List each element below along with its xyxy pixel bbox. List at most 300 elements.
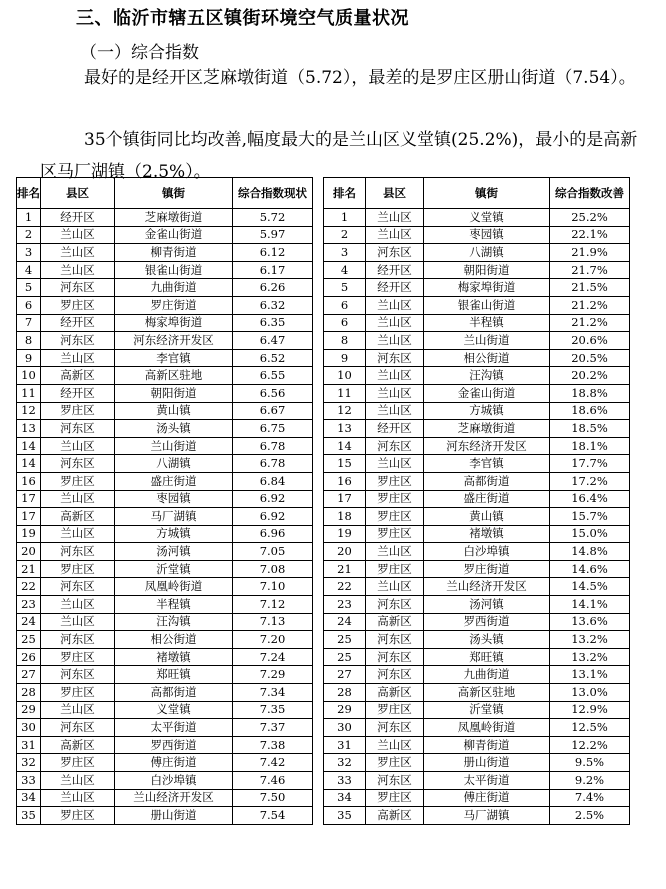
value-cell: 13.6% — [550, 613, 630, 631]
value-cell: 6.47 — [233, 332, 313, 350]
town-cell: 方城镇 — [115, 525, 233, 543]
rank-cell: 8 — [324, 332, 366, 350]
header-town: 镇街 — [424, 178, 550, 209]
table-row — [324, 701, 630, 719]
rank-cell: 20 — [17, 543, 41, 561]
town-cell: 汤河镇 — [424, 596, 550, 614]
table-row — [17, 420, 313, 438]
value-cell: 12.2% — [550, 736, 630, 754]
rank-cell: 22 — [17, 578, 41, 596]
table-row — [324, 525, 630, 543]
value-cell: 18.6% — [550, 402, 630, 420]
county-cell: 罗庄区 — [41, 648, 115, 666]
county-cell: 罗庄区 — [366, 525, 424, 543]
table-row — [17, 736, 313, 754]
value-cell: 22.1% — [550, 226, 630, 244]
value-cell: 14.8% — [550, 543, 630, 561]
county-cell: 高新区 — [41, 367, 115, 385]
table-row — [324, 384, 630, 402]
town-cell: 白沙埠镇 — [424, 543, 550, 561]
table-row — [17, 314, 313, 332]
table-row — [324, 261, 630, 279]
value-cell: 15.7% — [550, 508, 630, 526]
section-heading: 三、临沂市辖五区镇街环境空气质量状况 — [76, 8, 409, 29]
rank-cell: 3 — [17, 244, 41, 262]
value-cell: 14.5% — [550, 578, 630, 596]
value-cell: 9.2% — [550, 772, 630, 790]
rank-cell: 27 — [17, 666, 41, 684]
rank-cell: 33 — [17, 772, 41, 790]
county-cell: 河东区 — [366, 631, 424, 649]
table-row — [17, 279, 313, 297]
table-row — [324, 296, 630, 314]
value-cell: 13.0% — [550, 684, 630, 702]
table-header-row — [324, 178, 630, 209]
town-cell: 李官镇 — [424, 455, 550, 473]
table-row — [17, 648, 313, 666]
county-cell: 兰山区 — [41, 772, 115, 790]
town-cell: 凤凰岭街道 — [424, 719, 550, 737]
rank-cell: 32 — [324, 754, 366, 772]
table-row — [324, 631, 630, 649]
header-town: 镇街 — [115, 178, 233, 209]
rank-cell: 28 — [17, 684, 41, 702]
county-cell: 兰山区 — [366, 209, 424, 227]
value-cell: 13.2% — [550, 631, 630, 649]
town-cell: 义堂镇 — [115, 701, 233, 719]
town-cell: 半程镇 — [115, 596, 233, 614]
county-cell: 罗庄区 — [41, 684, 115, 702]
value-cell: 6.52 — [233, 349, 313, 367]
town-cell: 柳青街道 — [115, 244, 233, 262]
table-row — [324, 209, 630, 227]
table-row — [324, 508, 630, 526]
county-cell: 罗庄区 — [366, 560, 424, 578]
value-cell: 18.1% — [550, 437, 630, 455]
county-cell: 罗庄区 — [41, 754, 115, 772]
county-cell: 河东区 — [41, 543, 115, 561]
rank-cell: 31 — [17, 736, 41, 754]
rank-cell: 12 — [324, 402, 366, 420]
county-cell: 经开区 — [41, 209, 115, 227]
county-cell: 高新区 — [41, 736, 115, 754]
rank-cell: 4 — [324, 261, 366, 279]
town-cell: 朝阳街道 — [115, 384, 233, 402]
table-row — [324, 719, 630, 737]
town-cell: 九曲街道 — [424, 666, 550, 684]
town-cell: 兰山经济开发区 — [424, 578, 550, 596]
town-cell: 高都街道 — [424, 472, 550, 490]
town-cell: 梅家埠街道 — [115, 314, 233, 332]
rank-cell: 18 — [324, 508, 366, 526]
rank-cell: 1 — [17, 209, 41, 227]
table-row — [17, 226, 313, 244]
value-cell: 6.17 — [233, 261, 313, 279]
county-cell: 兰山区 — [366, 226, 424, 244]
table-row — [324, 472, 630, 490]
value-cell: 5.72 — [233, 209, 313, 227]
county-cell: 兰山区 — [41, 613, 115, 631]
tables-container — [16, 177, 648, 825]
table-row — [17, 684, 313, 702]
table-row — [17, 543, 313, 561]
town-cell: 汤头镇 — [115, 420, 233, 438]
value-cell: 21.2% — [550, 296, 630, 314]
rank-cell: 14 — [17, 437, 41, 455]
table-row — [17, 296, 313, 314]
county-cell: 兰山区 — [41, 261, 115, 279]
county-cell: 罗庄区 — [41, 402, 115, 420]
rank-cell: 6 — [324, 314, 366, 332]
value-cell: 6.67 — [233, 402, 313, 420]
table-row — [17, 596, 313, 614]
rank-cell: 29 — [324, 701, 366, 719]
town-cell: 兰山经济开发区 — [115, 789, 233, 807]
county-cell: 兰山区 — [366, 332, 424, 350]
county-cell: 兰山区 — [366, 736, 424, 754]
value-cell: 7.35 — [233, 701, 313, 719]
value-cell: 6.78 — [233, 437, 313, 455]
rank-cell: 23 — [324, 596, 366, 614]
town-cell: 兰山街道 — [424, 332, 550, 350]
town-cell: 八湖镇 — [424, 244, 550, 262]
value-cell: 6.75 — [233, 420, 313, 438]
table-header-row — [17, 178, 313, 209]
county-cell: 罗庄区 — [41, 560, 115, 578]
county-cell: 兰山区 — [366, 367, 424, 385]
value-cell: 21.7% — [550, 261, 630, 279]
county-cell: 兰山区 — [366, 402, 424, 420]
value-cell: 21.9% — [550, 244, 630, 262]
value-cell: 15.0% — [550, 525, 630, 543]
rank-cell: 3 — [324, 244, 366, 262]
summary-paragraph-best-worst: 最好的是经开区芝麻墩街道（5.72），最差的是罗庄区册山街道（7.54）。 — [84, 68, 636, 88]
town-cell: 兰山街道 — [115, 437, 233, 455]
value-cell: 9.5% — [550, 754, 630, 772]
rank-cell: 22 — [324, 578, 366, 596]
table-row — [17, 578, 313, 596]
county-cell: 河东区 — [41, 719, 115, 737]
town-cell: 凤凰岭街道 — [115, 578, 233, 596]
table-row — [17, 754, 313, 772]
value-cell: 13.1% — [550, 666, 630, 684]
value-cell: 17.2% — [550, 472, 630, 490]
rank-cell: 8 — [17, 332, 41, 350]
county-cell: 河东区 — [41, 666, 115, 684]
town-cell: 金雀山街道 — [115, 226, 233, 244]
town-cell: 银雀山街道 — [424, 296, 550, 314]
table-row — [17, 402, 313, 420]
value-cell: 6.84 — [233, 472, 313, 490]
county-cell: 河东区 — [41, 455, 115, 473]
rank-cell: 16 — [17, 472, 41, 490]
town-cell: 相公街道 — [424, 349, 550, 367]
rank-cell: 24 — [324, 613, 366, 631]
rank-cell: 6 — [324, 296, 366, 314]
town-cell: 盛庄街道 — [115, 472, 233, 490]
value-cell: 7.20 — [233, 631, 313, 649]
town-cell: 河东经济开发区 — [115, 332, 233, 350]
value-cell: 7.37 — [233, 719, 313, 737]
value-cell: 7.46 — [233, 772, 313, 790]
rank-cell: 14 — [324, 437, 366, 455]
county-cell: 罗庄区 — [366, 789, 424, 807]
table-row — [324, 596, 630, 614]
town-cell: 罗西街道 — [115, 736, 233, 754]
table-row — [324, 666, 630, 684]
table-row — [324, 543, 630, 561]
rank-cell: 32 — [17, 754, 41, 772]
rank-cell: 28 — [324, 684, 366, 702]
value-cell: 6.26 — [233, 279, 313, 297]
header-index-status: 综合指数现状 — [233, 178, 313, 209]
rank-cell: 21 — [17, 560, 41, 578]
rank-cell: 19 — [324, 525, 366, 543]
town-cell: 方城镇 — [424, 402, 550, 420]
value-cell: 20.6% — [550, 332, 630, 350]
table-row — [17, 455, 313, 473]
value-cell: 7.13 — [233, 613, 313, 631]
rank-cell: 27 — [324, 666, 366, 684]
county-cell: 兰山区 — [366, 314, 424, 332]
value-cell: 6.92 — [233, 508, 313, 526]
rank-cell: 13 — [17, 420, 41, 438]
town-cell: 傅庄街道 — [424, 789, 550, 807]
table-row — [17, 719, 313, 737]
town-cell: 李官镇 — [115, 349, 233, 367]
town-cell: 褚墩镇 — [115, 648, 233, 666]
county-cell: 兰山区 — [41, 437, 115, 455]
county-cell: 兰山区 — [366, 455, 424, 473]
town-cell: 册山街道 — [115, 807, 233, 825]
town-cell: 九曲街道 — [115, 279, 233, 297]
county-cell: 河东区 — [366, 596, 424, 614]
town-cell: 黄山镇 — [115, 402, 233, 420]
rank-cell: 10 — [17, 367, 41, 385]
county-cell: 罗庄区 — [366, 490, 424, 508]
rank-cell: 25 — [324, 631, 366, 649]
rank-cell: 2 — [17, 226, 41, 244]
header-county: 县区 — [41, 178, 115, 209]
value-cell: 6.96 — [233, 525, 313, 543]
county-cell: 经开区 — [366, 261, 424, 279]
rank-cell: 11 — [324, 384, 366, 402]
county-cell: 经开区 — [366, 420, 424, 438]
rank-cell: 17 — [324, 490, 366, 508]
town-cell: 汪沟镇 — [115, 613, 233, 631]
rank-cell: 1 — [324, 209, 366, 227]
county-cell: 罗庄区 — [366, 754, 424, 772]
town-cell: 高都街道 — [115, 684, 233, 702]
town-cell: 郑旺镇 — [115, 666, 233, 684]
rank-cell: 15 — [324, 455, 366, 473]
county-cell: 罗庄区 — [41, 296, 115, 314]
town-cell: 册山街道 — [424, 754, 550, 772]
subsection-heading: （一）综合指数 — [80, 43, 199, 63]
county-cell: 兰山区 — [366, 384, 424, 402]
county-cell: 兰山区 — [41, 244, 115, 262]
value-cell: 7.42 — [233, 754, 313, 772]
county-cell: 兰山区 — [41, 226, 115, 244]
county-cell: 高新区 — [366, 807, 424, 825]
table-row — [324, 437, 630, 455]
header-rank: 排名 — [324, 178, 366, 209]
county-cell: 河东区 — [366, 648, 424, 666]
value-cell: 7.4% — [550, 789, 630, 807]
town-cell: 芝麻墩街道 — [424, 420, 550, 438]
county-cell: 河东区 — [41, 332, 115, 350]
table-row — [17, 332, 313, 350]
value-cell: 20.2% — [550, 367, 630, 385]
rank-cell: 35 — [324, 807, 366, 825]
table-row — [324, 367, 630, 385]
table-row — [324, 420, 630, 438]
header-county: 县区 — [366, 178, 424, 209]
table-row — [324, 332, 630, 350]
table-row — [324, 490, 630, 508]
table-row — [324, 279, 630, 297]
table-row — [17, 384, 313, 402]
value-cell: 16.4% — [550, 490, 630, 508]
town-cell: 罗庄街道 — [424, 560, 550, 578]
rank-cell: 13 — [324, 420, 366, 438]
rank-cell: 29 — [17, 701, 41, 719]
table-row — [17, 349, 313, 367]
county-cell: 兰山区 — [366, 296, 424, 314]
value-cell: 7.34 — [233, 684, 313, 702]
value-cell: 6.78 — [233, 455, 313, 473]
table-row — [324, 560, 630, 578]
rank-cell: 16 — [324, 472, 366, 490]
table-row — [17, 807, 313, 825]
table-row — [324, 314, 630, 332]
rank-cell: 24 — [17, 613, 41, 631]
town-cell: 芝麻墩街道 — [115, 209, 233, 227]
table-row — [17, 701, 313, 719]
header-index-improvement: 综合指数改善 — [550, 178, 630, 209]
town-cell: 柳青街道 — [424, 736, 550, 754]
rank-cell: 26 — [17, 648, 41, 666]
value-cell: 6.56 — [233, 384, 313, 402]
table-body — [324, 209, 630, 825]
value-cell: 5.97 — [233, 226, 313, 244]
town-cell: 沂堂镇 — [115, 560, 233, 578]
rank-cell: 12 — [17, 402, 41, 420]
town-cell: 太平街道 — [115, 719, 233, 737]
value-cell: 14.6% — [550, 560, 630, 578]
town-cell: 汪沟镇 — [424, 367, 550, 385]
value-cell: 7.12 — [233, 596, 313, 614]
county-cell: 经开区 — [41, 314, 115, 332]
town-cell: 银雀山街道 — [115, 261, 233, 279]
table-row — [324, 578, 630, 596]
value-cell: 20.5% — [550, 349, 630, 367]
county-cell: 兰山区 — [41, 349, 115, 367]
table-row — [324, 789, 630, 807]
county-cell: 高新区 — [366, 613, 424, 631]
value-cell: 6.55 — [233, 367, 313, 385]
rank-cell: 25 — [17, 631, 41, 649]
town-cell: 沂堂镇 — [424, 701, 550, 719]
value-cell: 18.8% — [550, 384, 630, 402]
rank-cell: 30 — [17, 719, 41, 737]
county-cell: 经开区 — [41, 384, 115, 402]
value-cell: 6.32 — [233, 296, 313, 314]
value-cell: 6.92 — [233, 490, 313, 508]
county-cell: 兰山区 — [41, 490, 115, 508]
county-cell: 兰山区 — [41, 596, 115, 614]
county-cell: 河东区 — [366, 437, 424, 455]
table-row — [17, 613, 313, 631]
town-cell: 盛庄街道 — [424, 490, 550, 508]
rank-cell: 5 — [324, 279, 366, 297]
county-cell: 高新区 — [41, 508, 115, 526]
table-row — [17, 437, 313, 455]
table-row — [324, 226, 630, 244]
header-rank: 排名 — [17, 178, 41, 209]
value-cell: 7.38 — [233, 736, 313, 754]
table-row — [324, 736, 630, 754]
table-row — [17, 472, 313, 490]
town-cell: 马厂湖镇 — [424, 807, 550, 825]
table-row — [17, 666, 313, 684]
value-cell: 14.1% — [550, 596, 630, 614]
town-cell: 汤河镇 — [115, 543, 233, 561]
table-row — [17, 560, 313, 578]
table-body — [17, 209, 313, 825]
county-cell: 兰山区 — [41, 789, 115, 807]
value-cell: 7.08 — [233, 560, 313, 578]
town-cell: 太平街道 — [424, 772, 550, 790]
county-cell: 罗庄区 — [366, 508, 424, 526]
town-cell: 八湖镇 — [115, 455, 233, 473]
table-row — [17, 525, 313, 543]
rank-cell: 33 — [324, 772, 366, 790]
table-row — [17, 772, 313, 790]
rank-cell: 20 — [324, 543, 366, 561]
county-cell: 河东区 — [366, 244, 424, 262]
town-cell: 高新区驻地 — [115, 367, 233, 385]
value-cell: 17.7% — [550, 455, 630, 473]
rank-cell: 2 — [324, 226, 366, 244]
rank-cell: 4 — [17, 261, 41, 279]
town-cell: 罗庄街道 — [115, 296, 233, 314]
rank-cell: 6 — [17, 296, 41, 314]
county-cell: 河东区 — [41, 578, 115, 596]
table-row — [17, 244, 313, 262]
table-row — [17, 367, 313, 385]
town-cell: 枣园镇 — [424, 226, 550, 244]
rank-cell: 25 — [324, 648, 366, 666]
county-cell: 罗庄区 — [366, 701, 424, 719]
table-row — [324, 807, 630, 825]
county-cell: 罗庄区 — [41, 472, 115, 490]
county-cell: 兰山区 — [366, 578, 424, 596]
value-cell: 2.5% — [550, 807, 630, 825]
town-cell: 相公街道 — [115, 631, 233, 649]
county-cell: 兰山区 — [41, 525, 115, 543]
town-cell: 半程镇 — [424, 314, 550, 332]
rank-cell: 5 — [17, 279, 41, 297]
composite-index-status-table — [16, 177, 313, 825]
rank-cell: 17 — [17, 490, 41, 508]
rank-cell: 9 — [324, 349, 366, 367]
county-cell: 河东区 — [41, 420, 115, 438]
table-row — [324, 648, 630, 666]
rank-cell: 9 — [17, 349, 41, 367]
town-cell: 汤头镇 — [424, 631, 550, 649]
value-cell: 25.2% — [550, 209, 630, 227]
